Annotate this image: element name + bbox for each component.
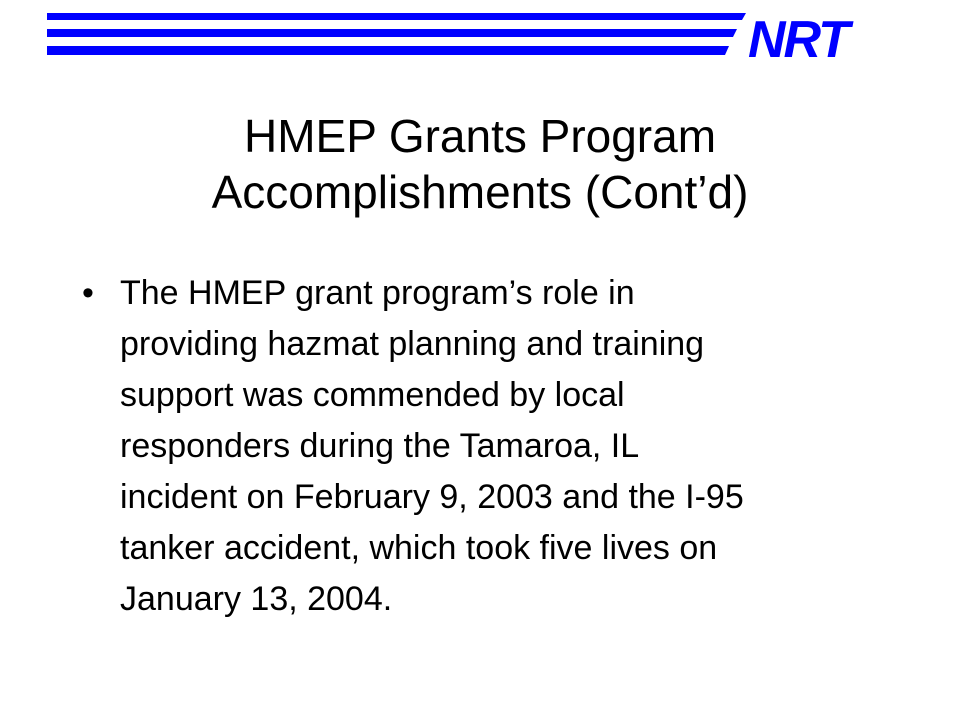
slide-title-line-1: HMEP Grants Program <box>243 110 717 162</box>
bullet-text <box>120 268 922 625</box>
bullet-item <box>82 268 922 625</box>
nrt-logo-text: NRT <box>748 11 848 69</box>
bullet-line-5: incident on February 9, 2003 and the I-95 <box>120 478 744 516</box>
header-stripes <box>0 0 960 72</box>
bullet-line-1: The HMEP grant program’s role in <box>120 274 635 312</box>
bullet-marker: • <box>82 274 94 312</box>
bullet-line-3: support was commended by local <box>120 376 625 414</box>
nrt-header-graphic <box>0 0 960 72</box>
bullet-line-7: January 13, 2004. <box>120 580 393 618</box>
header-stripe-bottom <box>47 46 729 55</box>
bullet-line-6: tanker accident, which took five lives on <box>120 529 718 567</box>
header-stripe-middle <box>47 29 737 37</box>
slide-title-line-2: Accomplishments (Cont’d) <box>211 166 749 218</box>
nrt-logo <box>748 11 854 69</box>
header-stripe-top <box>47 13 746 20</box>
bullet-line-4: responders during the Tamaroa, IL <box>120 427 640 465</box>
bullet-line-2: providing hazmat planning and training <box>120 325 705 363</box>
slide-title <box>0 108 960 220</box>
bullet-list <box>82 268 922 625</box>
